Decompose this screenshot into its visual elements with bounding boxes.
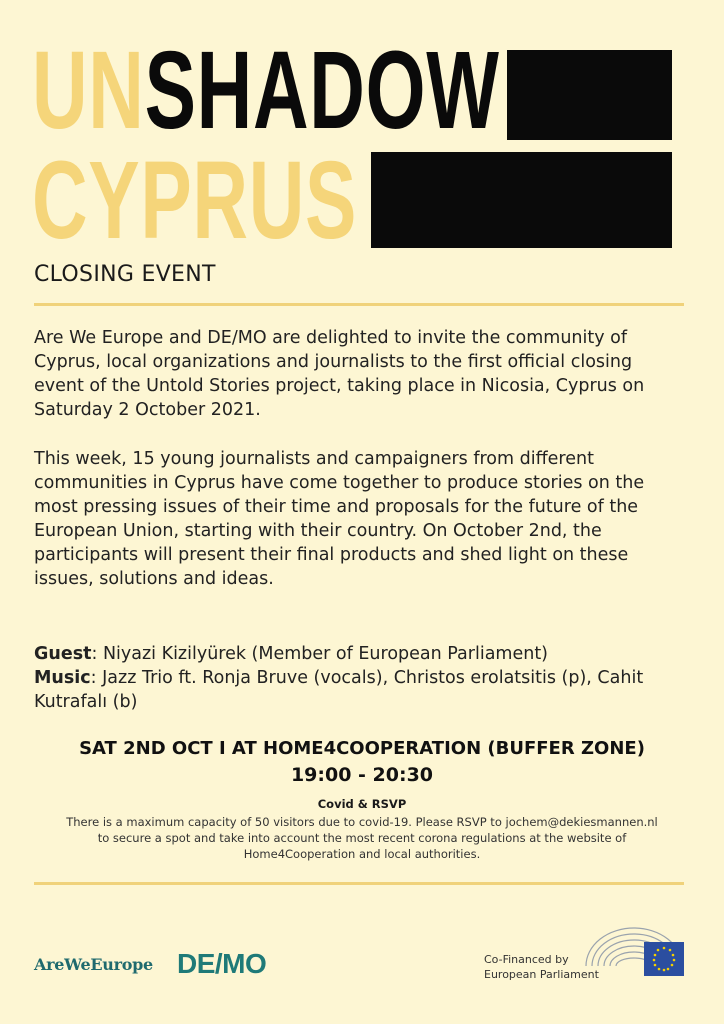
title-shadow: SHADOW [144,29,500,152]
music-line [34,666,674,714]
event-date-location: SAT 2ND OCT I AT HOME4COOPERATION (BUFFER ZONE) [79,738,645,759]
title-un: UN [32,29,145,152]
title-line-2 [32,139,358,262]
subtitle: CLOSING EVENT [34,262,216,287]
are-we-europe-logo: AreWeEurope [34,955,153,974]
covid-body: There is a maximum capacity of 50 visitors due to covid-19. Please RSVP to jochem@dekiesmannen.nl to secure a spot and take into account the most recent corona regulations at the website of Home4Cooperation and local authorities. [66,815,658,861]
music-value: : Jazz Trio ft. Ronja Bruve (vocals), Christos erolatsitis (p), Cahit Kutrafalı (b) [34,668,644,712]
cofinanced-line-2: European Parliament [484,968,599,981]
covid-title: Covid & RSVP [317,797,407,811]
music-label: Music [34,668,91,688]
cofinanced-line-1: Co-Financed by [484,953,569,966]
event-time: 19:00 - 20:30 [290,764,434,786]
credits [34,642,674,714]
guest-value: : Niyazi Kizilyürek (Member of European Parliament) [91,644,549,664]
demo-logo: DE/MO [177,948,267,979]
guest-label: Guest [34,644,92,664]
intro-paragraph: Are We Europe and DE/MO are delighted to invite the community of Cyprus, local organizations and journalists to the first official closing event of the Untold Stories project, taking place in Nicosia, Cyprus on Saturday 2 October 2021. [34,328,645,420]
redaction-bar-bottom [371,152,672,248]
title-line-1 [32,29,500,152]
redaction-bar-top [507,50,672,140]
title-cyprus: CYPRUS [32,139,358,262]
divider-top [34,303,684,306]
guest-line [34,642,674,666]
eu-flag-icon [644,942,684,976]
divider-bottom [34,882,684,885]
european-parliament-logo [582,920,686,980]
description-paragraph: This week, 15 young journalists and campaigners from different communities in Cyprus have come together to produce stories on the most pressing issues of their time and proposals for the future of the European Union, starting with their country. On October 2nd, the participants will present their final products and shed light on these issues, solutions and ideas. [34,449,645,589]
